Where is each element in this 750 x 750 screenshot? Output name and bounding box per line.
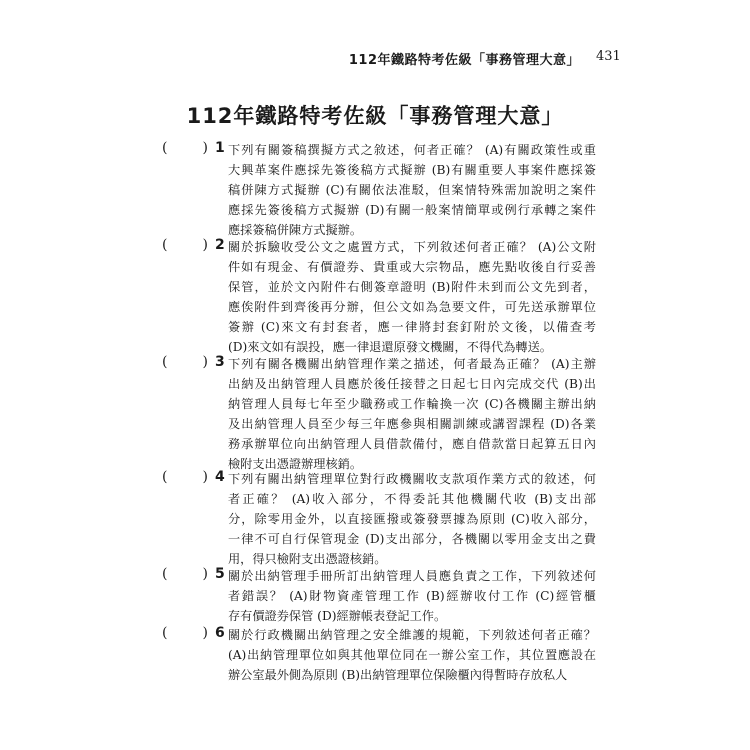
- question-text-line: 辦公室最外側為原則 (B)出納管理單位保險櫃內得暫時存放私人: [228, 668, 568, 682]
- question-number: 2: [215, 237, 225, 253]
- question-text-line: 應採先簽後稿方式擬辦 (D)有關一般案情簡單或例行承轉之案件: [228, 203, 596, 217]
- close-paren: ): [202, 140, 208, 156]
- answer-blank[interactable]: [162, 237, 208, 253]
- question-text-line: 及出納管理人員至少每三年應參與相關訓練或講習課程 (D)各業: [228, 417, 596, 431]
- question-text-line: (A)出納管理單位如與其他單位同在一辦公室工作，其位置應設在: [228, 648, 596, 662]
- question-item: [150, 469, 596, 569]
- question-text-line: 下列有關各機關出納管理作業之描述，何者最為正確？ (A)主辦: [228, 357, 596, 371]
- page-title: 112年鐵路特考佐級「事務管理大意」: [186, 104, 564, 128]
- question-text-line: 下列有關簽稿撰擬方式之敘述，何者正確？ (A)有關政策性或重: [228, 143, 596, 157]
- question-text-line: 關於行政機關出納管理之安全維護的規範，下列敘述何者正確？: [228, 628, 596, 642]
- question-text-line: 一律不可自行保管現金 (D)支出部分，各機關以零用金支出之費: [228, 532, 596, 546]
- question-number: 1: [215, 140, 225, 156]
- question-item: [150, 625, 596, 685]
- question-text-line: 關於拆驗收受公文之處置方式，下列敘述何者正確？ (A)公文附: [228, 240, 596, 254]
- answer-blank[interactable]: [162, 140, 208, 156]
- question-text-line: 務承辦單位向出納管理人員借款備付，應自借款當日起算五日內: [228, 437, 596, 451]
- question-number: 5: [215, 566, 225, 582]
- open-paren: (: [162, 237, 168, 253]
- question-text-line: 納管理人員每七年至少職務或工作輪換一次 (C)各機關主辦出納: [228, 397, 596, 411]
- question-number: 3: [215, 354, 225, 370]
- question-text-line: 件如有現金、有價證券、貴重或大宗物品，應先點收後自行妥善: [228, 260, 596, 274]
- question-number: 4: [215, 469, 225, 485]
- question-number: 6: [215, 625, 225, 641]
- question-text-line: 大興革案件應採先簽後稿方式擬辦 (B)有關重要人事案件應採簽: [228, 163, 596, 177]
- question-text-line: 應俟附件到齊後再分辦，但公文如為急要文件，可先送承辦單位: [228, 300, 596, 314]
- close-paren: ): [202, 566, 208, 582]
- question-text-line: 出納及出納管理人員應於後任接替之日起七日內完成交代 (B)出: [228, 377, 596, 391]
- close-paren: ): [202, 354, 208, 370]
- question-text-line: 存有價證券保管 (D)經辦帳表登記工作。: [228, 609, 447, 623]
- open-paren: (: [162, 469, 168, 485]
- question-text-line: (D)來文如有誤投，應一律退還原發文機關，不得代為轉送。: [228, 340, 552, 354]
- open-paren: (: [162, 354, 168, 370]
- page-number: 431: [596, 49, 621, 64]
- running-head: [349, 49, 580, 68]
- close-paren: ): [202, 469, 208, 485]
- open-paren: (: [162, 566, 168, 582]
- question-item: [150, 140, 596, 240]
- question-text-line: 者錯誤？ (A)財物資產管理工作 (B)經辦收付工作 (C)經管櫃: [228, 589, 596, 603]
- question-text-line: 保管，並於文內附件右側簽章證明 (B)附件未到而公文先到者，: [228, 280, 596, 294]
- answer-blank[interactable]: [162, 566, 208, 582]
- question-text-line: 關於出納管理手冊所訂出納管理人員應負責之工作，下列敘述何: [228, 569, 596, 583]
- question-item: [150, 566, 596, 626]
- open-paren: (: [162, 625, 168, 641]
- question-item: [150, 354, 596, 474]
- answer-blank[interactable]: [162, 469, 208, 485]
- question-item: [150, 237, 596, 357]
- question-text-line: 檢附支出憑證辦理核銷。: [228, 457, 363, 471]
- question-text-line: 應採簽稿併陳方式擬辦。: [228, 223, 363, 237]
- question-text-line: 稿併陳方式擬辦 (C)有關依法准駁，但案情特殊需加說明之案件: [228, 183, 596, 197]
- question-text-line: 用，得只檢附支出憑證核銷。: [228, 552, 387, 566]
- open-paren: (: [162, 140, 168, 156]
- running-title: 112年鐵路特考佐級「事務管理大意」: [348, 53, 580, 68]
- close-paren: ): [202, 625, 208, 641]
- question-text-line: 下列有關出納管理單位對行政機關收支款項作業方式的敘述，何: [228, 472, 596, 486]
- question-text-line: 簽辦 (C)來文有封套者，應一律將封套釘附於文後，以備查考: [228, 320, 596, 334]
- question-text-line: 分，除零用金外，以直接匯撥或簽發票據為原則 (C)收入部分，: [228, 512, 596, 526]
- close-paren: ): [202, 237, 208, 253]
- answer-blank[interactable]: [162, 625, 208, 641]
- answer-blank[interactable]: [162, 354, 208, 370]
- question-text-line: 者正確？ (A)收入部分，不得委託其他機關代收 (B)支出部: [228, 492, 596, 506]
